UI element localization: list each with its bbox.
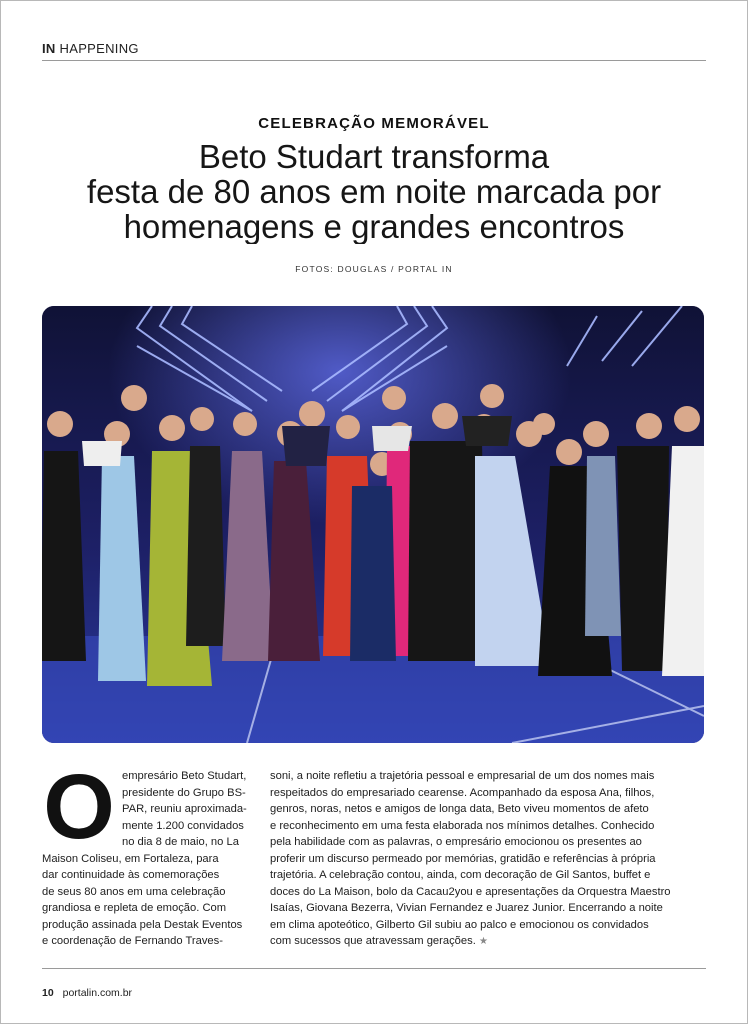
body-line: soni, a noite refletiu a trajetória pessoal e empresarial de um dos nomes mais	[270, 770, 655, 782]
dropcap-text: O	[43, 772, 115, 846]
bottom-divider	[42, 968, 706, 969]
group-photo	[42, 306, 704, 743]
body-line: doces do La Maison, bolo da Cacau2you e apresentações da Orquestra Maestro	[270, 885, 671, 898]
body-line: e reconhecimento em uma festa elaborada nos mínimos detalhes. Conhecido	[270, 819, 655, 832]
body-line: Maison Coliseu, em Fortaleza, para	[42, 852, 219, 865]
body-line: no dia 8 de maio, no La	[122, 836, 239, 848]
page-number: 10	[42, 987, 54, 999]
body-line: pela habilidade com as palavras, o empresário emocionou os presentes ao	[270, 836, 642, 848]
body-line: genros, noras, netos e amigos de longa data, Beto viveu momentos de afeto	[270, 803, 649, 815]
footer-site: portalin.com.br	[62, 987, 133, 999]
body-line: Isaías, Giovana Bezerra, Vivian Fernandez e Juarez Junior. Encerrando a noite	[270, 902, 663, 914]
section-label	[42, 41, 139, 56]
top-divider	[42, 60, 706, 61]
headline-line: homenagens e grandes encontros	[123, 209, 625, 244]
page-footer	[42, 987, 132, 999]
body-line: trajetória. A celebração contou, ainda, com decoração de Gil Santos, buffet e	[270, 869, 651, 881]
body-line-text: com sucessos que atravessam gerações.	[270, 935, 476, 947]
body-line: empresário Beto Studart,	[122, 770, 247, 782]
section-name: HAPPENING	[59, 41, 139, 56]
body-line: e coordenação de Fernando Traves-	[42, 935, 223, 947]
body-line: grandiosa e repleta de emoção. Com	[42, 902, 227, 914]
article-kicker: CELEBRAÇÃO MEMORÁVEL	[258, 115, 490, 132]
body-line-last	[270, 933, 704, 951]
body-line: dar continuidade às comemorações	[42, 869, 220, 881]
body-column-left	[42, 768, 252, 950]
body-column-right	[270, 768, 704, 951]
section-brand: IN	[42, 41, 56, 56]
photo-credit: FOTOS: DOUGLAS / PORTAL IN	[295, 264, 453, 274]
body-line: PAR, reuniu aproximada-	[122, 803, 247, 815]
article-headline	[20, 139, 728, 244]
body-line: proferir um discurso permeado por memórias, gratidão e referências à própria	[270, 852, 656, 865]
body-line: em clima apoteótico, Gilberto Gil subiu ao palco e emocionou os convidados	[270, 918, 649, 931]
body-line: presidente do Grupo BS-	[122, 786, 246, 799]
body-line: mente 1.200 convidados	[122, 819, 244, 832]
end-star-icon: ★	[478, 936, 488, 947]
body-line: respeitados do empresariado cearense. Acompanhado da esposa Ana, filhos,	[270, 786, 655, 799]
body-line: produção assinada pela Destak Eventos	[42, 918, 243, 931]
body-line: de seus 80 anos em uma celebração	[42, 885, 226, 898]
headline-line: festa de 80 anos em noite marcada por	[86, 174, 662, 209]
headline-line: Beto Studart transforma	[198, 139, 550, 174]
